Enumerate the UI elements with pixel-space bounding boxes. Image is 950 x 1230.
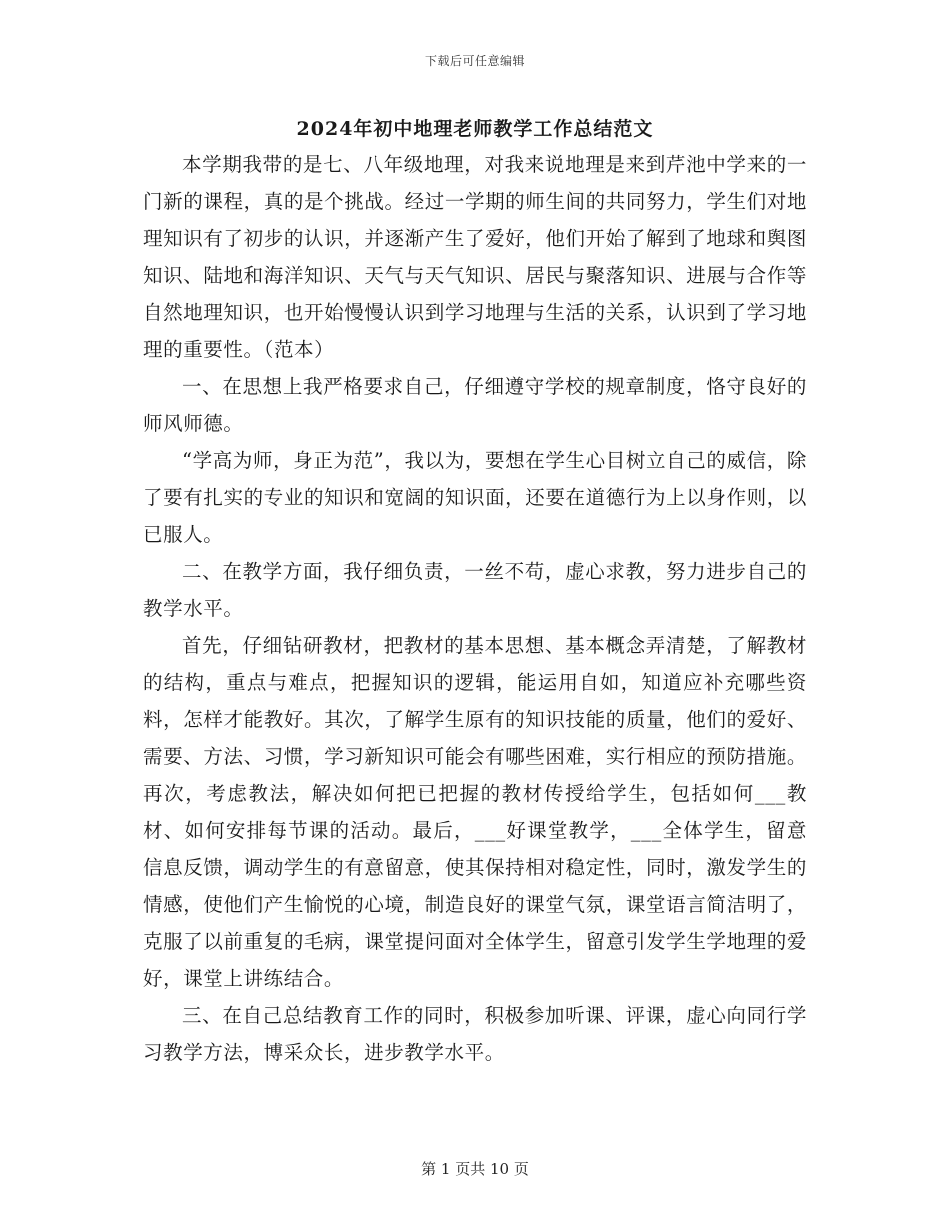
page-number: 第 1 页共 10 页 [421, 1160, 529, 1178]
header-note: 下载后可任意编辑 [424, 54, 525, 68]
paragraph-section-two: 二、在教学方面，我仔细负责，一丝不苟，虚心求教，努力进步自己的教学水平。 [143, 560, 807, 620]
paragraph-teacher-conduct: “学高为师，身正为范”，我以为，要想在学生心目树立自己的威信，除了要有扎实的专业的知识和宽阔的知识面，还要在道德行为上以身作则，以已服人。 [143, 449, 807, 546]
paragraph-section-three: 三、在自己总结教育工作的同时，积极参加听课、评课，虚心向同行学习教学方法，博采众长，进步教学水平。 [143, 1004, 807, 1064]
paragraph-section-one: 一、在思想上我严格要求自己，仔细遵守学校的规章制度，恪守良好的师风师德。 [143, 375, 807, 435]
document-title: 2024年初中地理老师教学工作总结范文 [296, 118, 654, 140]
document-body [143, 146, 807, 1071]
paragraph-teaching-methods: 首先，仔细钻研教材，把教材的基本思想、基本概念弄清楚，了解教材的结构，重点与难点，把握知识的逻辑，能运用自如，知道应补充哪些资料，怎样才能教好。其次，了解学生原有的知识技能的质量，他们的爱好、需要、方法、习惯，学习新知识可能会有哪些困难，实行相应的预防措施。再次，考虑教法，解决如何把已把握的教材传授给学生，包括如何___教材、如何安排每节课的活动。最后，___好课堂教学，___全体学生，留意信息反馈，调动学生的有意留意，使其保持相对稳定性，同时，激发学生的情感，使他们产生愉悦的心境，制造良好的课堂气氛，课堂语言简洁明了，克服了以前重复的毛病，课堂提问面对全体学生，留意引发学生学地理的爱好，课堂上讲练结合。 [143, 634, 807, 990]
paragraph-intro: 本学期我带的是七、八年级地理，对我来说地理是来到芹池中学来的一门新的课程，真的是个挑战。经过一学期的师生间的共同努力，学生们对地理知识有了初步的认识，并逐渐产生了爱好，他们开始了解到了地球和舆图知识、陆地和海洋知识、天气与天气知识、居民与聚落知识、进展与合作等自然地理知识，也开始慢慢认识到学习地理与生活的关系，认识到了学习地理的重要性。（范本） [143, 153, 807, 361]
